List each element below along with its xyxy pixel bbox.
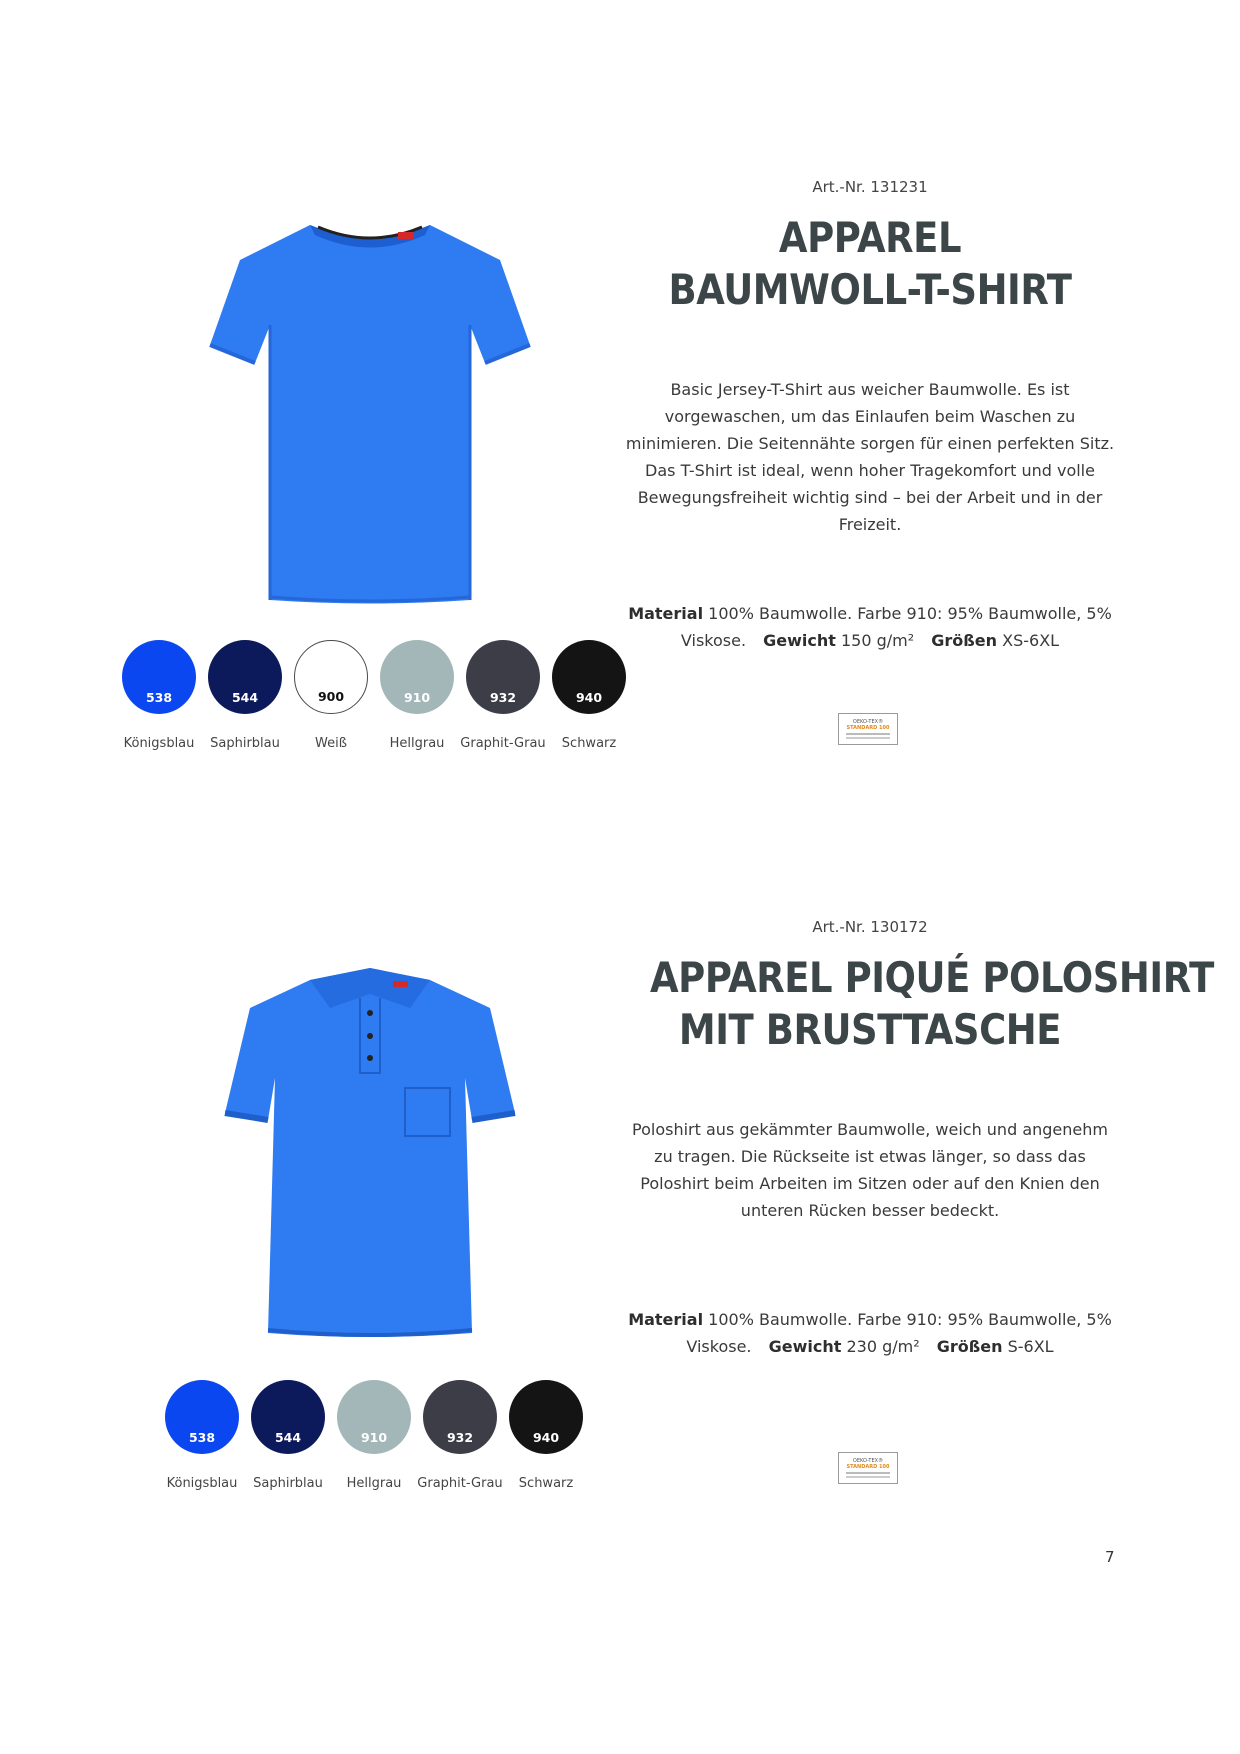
title-line-2: BAUMWOLL-T-SHIRT <box>668 265 1072 314</box>
material-text: 100% Baumwolle. Farbe 910: 95% Baumwolle, 5% Viskose. <box>680 604 1112 650</box>
swatch-name: Hellgrau <box>346 1476 402 1491</box>
swatch-932[interactable] <box>460 640 546 751</box>
product-info <box>620 178 1120 654</box>
title-line-1: APPAREL <box>778 213 962 262</box>
product-description: Poloshirt aus gekämmter Baumwolle, weich und angenehm zu tragen. Die Rückseite ist etwas länger, so dass das Poloshirt beim Arbeiten im Sitzen oder auf den Knien den unteren Rücken besser bedeckt. <box>632 1120 1108 1220</box>
swatch-dot: 940 <box>509 1380 583 1454</box>
article-number: Art.-Nr. 130172 <box>812 918 928 936</box>
weight-label: Gewicht <box>768 1337 842 1356</box>
oeko-tex-label: OEKO-TEX® STANDARD 100 <box>838 713 898 745</box>
polo-body <box>225 968 515 1337</box>
swatch-name: Schwarz <box>561 736 617 751</box>
product-title <box>650 952 1214 1056</box>
product-description: Basic Jersey-T-Shirt aus weicher Baumwolle. Es ist vorgewaschen, um das Einlaufen beim Waschen zu minimieren. Die Seitennähte sorgen für einen perfekten Sitz. Das T-Shirt ist ideal, wenn hoher Tragekomfort und volle Bewegungsfreiheit wichtig sind – bei der Arbeit und in der Freizeit. <box>625 380 1115 534</box>
swatch-dot: 910 <box>337 1380 411 1454</box>
material-label: Material <box>628 1310 704 1329</box>
product-specs <box>620 1306 1120 1360</box>
swatch-name: Graphit-Grau <box>460 736 546 751</box>
article-number: Art.-Nr. 131231 <box>812 178 928 196</box>
swatch-dot: 538 <box>165 1380 239 1454</box>
swatch-900[interactable] <box>288 640 374 751</box>
swatch-name: Königsblau <box>166 1476 238 1491</box>
swatch-name: Graphit-Grau <box>417 1476 503 1491</box>
swatch-932[interactable] <box>417 1380 503 1491</box>
poloshirt-image <box>210 958 530 1348</box>
swatch-dot: 544 <box>251 1380 325 1454</box>
tshirt-image <box>200 205 540 615</box>
swatch-dot: 932 <box>423 1380 497 1454</box>
swatch-dot: 900 <box>294 640 368 714</box>
swatch-544[interactable] <box>245 1380 331 1491</box>
swatch-538[interactable] <box>116 640 202 751</box>
material-label: Material <box>628 604 704 623</box>
product-title <box>650 212 1090 316</box>
swatch-name: Hellgrau <box>389 736 445 751</box>
swatch-dot: 544 <box>208 640 282 714</box>
swatch-538[interactable] <box>159 1380 245 1491</box>
swatch-910[interactable] <box>331 1380 417 1491</box>
color-swatches <box>159 1380 589 1491</box>
swatch-dot: 940 <box>552 640 626 714</box>
swatch-dot: 932 <box>466 640 540 714</box>
weight-label: Gewicht <box>763 631 836 650</box>
color-swatches <box>116 640 632 751</box>
swatch-910[interactable] <box>374 640 460 751</box>
swatch-name: Weiß <box>315 736 347 751</box>
swatch-name: Saphirblau <box>253 1476 323 1491</box>
swatch-dot: 910 <box>380 640 454 714</box>
swatch-544[interactable] <box>202 640 288 751</box>
sizes-text: S-6XL <box>1007 1337 1054 1356</box>
product-info <box>620 918 1214 1360</box>
swatch-name: Schwarz <box>518 1476 574 1491</box>
swatch-940[interactable] <box>503 1380 589 1491</box>
swatch-name: Königsblau <box>123 736 195 751</box>
tshirt-body <box>210 225 530 604</box>
weight-text: 230 g/m² <box>846 1337 920 1356</box>
swatch-dot: 538 <box>122 640 196 714</box>
swatch-name: Saphirblau <box>210 736 280 751</box>
oeko-tex-label: OEKO-TEX® STANDARD 100 <box>838 1452 898 1484</box>
swatch-940[interactable] <box>546 640 632 751</box>
title-line-1: APPAREL PIQUÉ POLOSHIRT <box>650 953 1214 1002</box>
weight-text: 150 g/m² <box>841 631 915 650</box>
page-number: 7 <box>1105 1548 1115 1566</box>
sizes-text: XS-6XL <box>1002 631 1060 650</box>
sizes-label: Größen <box>931 631 998 650</box>
material-text: 100% Baumwolle. Farbe 910: 95% Baumwolle, 5% Viskose. <box>686 1310 1112 1356</box>
sizes-label: Größen <box>936 1337 1003 1356</box>
title-line-2: MIT BRUSTTASCHE <box>678 1005 1062 1054</box>
product-specs <box>620 600 1120 654</box>
